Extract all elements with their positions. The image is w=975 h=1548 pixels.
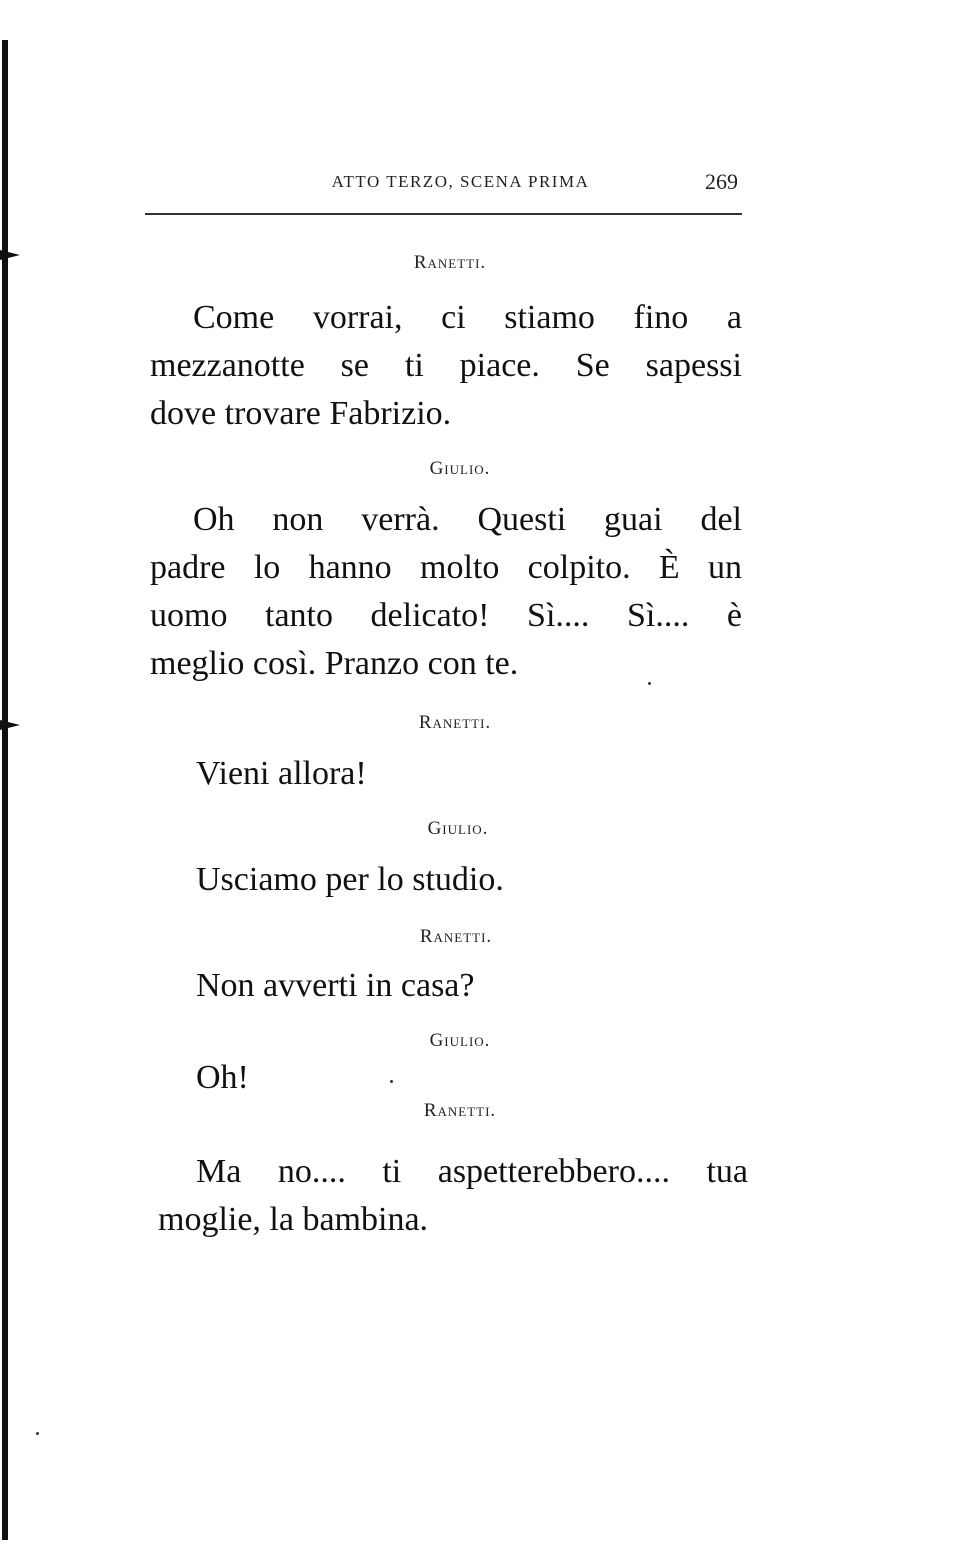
speaker-name: Ranetti. — [423, 1100, 497, 1121]
dialogue-line: Ma no.... ti aspetterebbero.... tua — [196, 1153, 748, 1190]
scan-speck — [390, 1080, 393, 1083]
dialogue-line: moglie, la bambina. — [158, 1201, 429, 1238]
dialogue-line: Oh non verrà. Questi guai del — [193, 501, 742, 538]
dialogue-line: Oh! — [196, 1059, 249, 1096]
dialogue-line: meglio così. Pranzo con te. — [150, 645, 519, 682]
dialogue-line: Usciamo per lo studio. — [196, 861, 504, 898]
header-rule — [145, 213, 742, 215]
speaker-name: Ranetti. — [419, 926, 493, 947]
scan-speck — [36, 1432, 39, 1435]
dialogue-line: dove trovare Fabrizio. — [150, 395, 452, 432]
scan-speck — [648, 682, 651, 685]
speaker-name: Ranetti. — [418, 712, 492, 733]
speaker-name: Giulio. — [427, 818, 489, 839]
speaker-name: Giulio. — [429, 1030, 491, 1051]
speaker-name: Giulio. — [429, 458, 491, 479]
page-header — [145, 169, 740, 202]
dialogue-line: Vieni allora! — [196, 755, 367, 792]
dialogue-line: Come vorrai, ci stiamo fino a — [193, 299, 742, 336]
dialogue-line: mezzanotte se ti piace. Se sapessi — [150, 347, 742, 384]
running-title: ATTO TERZO, SCENA PRIMA — [331, 172, 590, 191]
dialogue-line: uomo tanto delicato! Sì.... Sì.... è — [150, 597, 742, 634]
dialogue-line: padre lo hanno molto colpito. È un — [150, 549, 742, 586]
book-spine-edge — [0, 0, 14, 1548]
speaker-name: Ranetti. — [413, 252, 487, 273]
dialogue-line: Non avverti in casa? — [196, 967, 475, 1004]
page-number: 269 — [705, 169, 738, 194]
